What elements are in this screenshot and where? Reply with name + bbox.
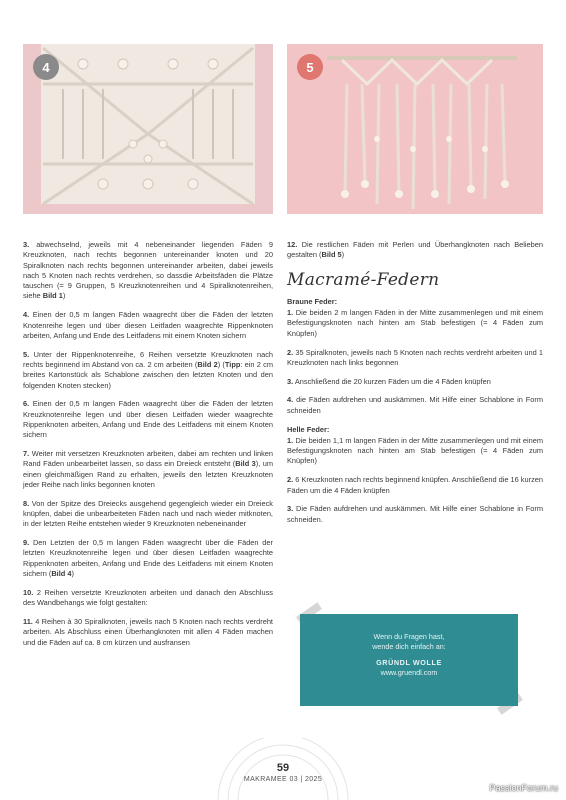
step-number: 12. bbox=[287, 240, 298, 249]
step-number: 3. bbox=[287, 376, 294, 386]
step-text: Den Letzten der 0,5 m langen Fäden waagrecht über die Fäden der letzten Kreuzknotenreihe legen und über diesen Leitfaden waagrechte Rippenknoten arbeiten, Anfang und Ende des Leitfadens mit einem Knoten sichern (Bild 4) bbox=[23, 538, 273, 579]
instruction-step bbox=[287, 395, 543, 416]
subsection-heading: Helle Feder: bbox=[287, 424, 330, 434]
page-number: 59 bbox=[276, 762, 290, 774]
step-number: 3. bbox=[23, 240, 30, 249]
step-number: 1. bbox=[287, 308, 294, 318]
instruction-step bbox=[23, 499, 273, 530]
step-number: 3. bbox=[287, 504, 294, 514]
instruction-step bbox=[23, 240, 273, 302]
contact-info-box bbox=[300, 614, 518, 706]
step-number: 8. bbox=[23, 498, 30, 508]
step-text: Weiter mit versetzen Kreuzknoten arbeiten, dabei am rechten und linken Rand Fäden unbearbeitet lassen, so dass ein Dreieck entsteht (Bild 3), um einen gleichmäßigen Rand zu erhalten, jeweils den letzten Kreuzknoten jeder Reihe nach links begonnen knoten bbox=[23, 449, 274, 489]
instruction-step bbox=[287, 436, 543, 467]
step-text: Die restlichen Fäden mit Perlen und Überhangknoten nach Belieben gestalten (Bild 5) bbox=[287, 240, 543, 260]
step-text: Die beiden 2 m langen Fäden in der Mitte zusammenlegen und mit einem Befestigungsknoten nach hinten am Stab befestigen (= 4 Fäden zum Knüpfen) bbox=[287, 308, 543, 338]
step-text: 4 Reihen à 30 Spiralknoten, jeweils nach 5 Knoten nach rechts verdreht arbeiten. Als Abschluss einen Überhangknoten mit allen 4 Fäden machen und die Fäden auf ca. 8 cm kürzen und ausfransen bbox=[23, 616, 273, 647]
instruction-step bbox=[23, 617, 273, 648]
instruction-step bbox=[287, 504, 543, 525]
photo-step-4 bbox=[23, 44, 273, 214]
instructions-right-column bbox=[287, 240, 543, 533]
photo-step-5 bbox=[287, 44, 543, 214]
step-number: 2. bbox=[287, 475, 294, 485]
step-number: 11. bbox=[23, 616, 33, 626]
step-text: 35 Spiralknoten, jeweils nach 5 Knoten nach rechts verdreht arbeiten und 1 Kreuzknoten nach links begonnen bbox=[287, 347, 543, 367]
step-text: Anschließend die 20 kurzen Fäden um die 4 Fäden knüpfen bbox=[294, 376, 491, 386]
step-text: 6 Kreuzknoten nach rechts beginnend knüpfen. Anschließend die 16 kurzen Fäden um die 4 Fäden knüpfen bbox=[287, 475, 543, 495]
instruction-step bbox=[287, 240, 543, 261]
step-badge: 4 bbox=[33, 54, 59, 80]
watermark: PassionForum.ru bbox=[489, 783, 558, 793]
instruction-step bbox=[287, 475, 543, 496]
magazine-issue: MAKRAMEE 03 | 2025 bbox=[243, 776, 323, 783]
instruction-step bbox=[287, 348, 543, 369]
step-text: die Fäden aufdrehen und auskämmen. Mit Hilfe einer Schablone in Form schneiden bbox=[287, 395, 543, 415]
step-text: Einen der 0,5 m langen Fäden waagrecht über die Fäden der letzten Knotenreihe legen und über diesen Leitfaden waagrechte Rippenknoten arbeiten, Anfang und Ende des Leitfadens mit einem Knoten sichern bbox=[23, 310, 273, 340]
brand-url[interactable]: www.gruendl.com bbox=[380, 668, 438, 677]
step-number: 4. bbox=[287, 395, 294, 405]
instruction-step bbox=[23, 310, 273, 341]
step-text: Einen der 0,5 m langen Fäden waagrecht über die Fäden der letzten Kreuzknotenreihe legen und über diesen Leitfaden wieder waagrechte Rippenknoten arbeiten, Anfang und Ende des Leitfadens mit einem Knoten sichern bbox=[23, 399, 273, 440]
step-text: Von der Spitze des Dreiecks ausgehend gegengleich wieder ein Dreieck knüpfen, dabei die unbearbeiteten Fäden nach und nach wieder mitknoten, in der letzten Reihe entstehen wieder 9 Kreuzknoten nebeneinander bbox=[23, 498, 273, 529]
brand-name: GRÜNDL WOLLE bbox=[376, 658, 442, 667]
step-number: 5. bbox=[23, 349, 30, 359]
step-text: Unter der Rippenknotenreihe, 6 Reihen versetzte Kreuzknoten nach rechts beginnend im Abstand von ca. 2 cm arbeiten (Bild 2) (Tipp: ein 2 cm breites Kartonstück als Schablone zwischen den letzten Knoten und den folgenden Knoten stecken) bbox=[23, 349, 274, 390]
instructions-left-column bbox=[23, 240, 273, 656]
instruction-step bbox=[23, 538, 273, 579]
step-badge: 5 bbox=[297, 54, 323, 80]
step-number: 1. bbox=[287, 435, 294, 445]
instruction-step bbox=[23, 350, 273, 391]
step-number: 6. bbox=[23, 399, 30, 409]
step-text: abwechselnd, jeweils mit 4 nebeneinander liegenden Fäden 9 Kreuzknoten, nach rechts begonnen untereinander knoten und 20 Spiralknoten nach rechts begonnen untereinander arbeiten, dabei jeweils nach 5 Knoten nach rechts verdrehen, so dassdie Arbeitsfäden die Plätze tauschen (= 9 Gruppen, 5 Kreuzknotenreihen und 4 Spiralknotenreihen, siehe Bild 1) bbox=[23, 240, 273, 301]
step-number: 10. bbox=[23, 587, 34, 597]
instruction-step bbox=[287, 308, 543, 339]
instruction-step bbox=[287, 377, 543, 387]
step-number: 7. bbox=[23, 449, 30, 459]
instruction-step bbox=[23, 449, 273, 490]
info-line: wende dich einfach an: bbox=[372, 642, 446, 651]
step-number: 4. bbox=[23, 310, 30, 320]
section-title: Macramé-Federn bbox=[287, 269, 440, 290]
macrame-panel-image bbox=[23, 44, 273, 214]
step-number: 9. bbox=[23, 538, 30, 548]
step-text: 2 Reihen versetzte Kreuzknoten arbeiten und danach den Abschluss des Wandbehangs wie folgt gestalten: bbox=[23, 587, 273, 608]
subsection-heading: Braune Feder: bbox=[287, 296, 338, 306]
instruction-step bbox=[23, 399, 273, 440]
macrame-fringe-image bbox=[287, 44, 543, 214]
step-text: Die Fäden aufdrehen und auskämmen. Mit Hilfe einer Schablone in Form schneiden. bbox=[287, 504, 543, 524]
step-number: 2. bbox=[287, 347, 294, 357]
step-text: Die beiden 1,1 m langen Fäden in der Mitte zusammenlegen und mit einem Befestigungsknoten nach hinten am Stab befestigen (= 4 Fäden zum Knüpfen) bbox=[287, 435, 543, 466]
instruction-step bbox=[23, 588, 273, 609]
info-line: Wenn du Fragen hast, bbox=[373, 632, 445, 641]
